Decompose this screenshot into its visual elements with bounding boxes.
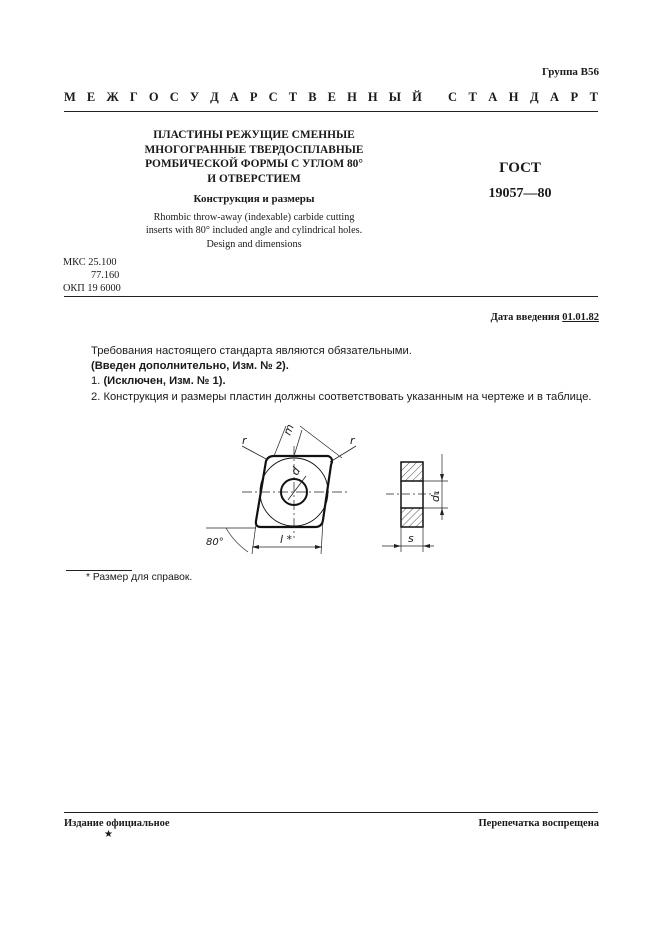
gost-label: ГОСТ [499, 160, 541, 176]
classification-codes [63, 256, 121, 295]
m-leader [300, 426, 342, 458]
banner-letter: А [488, 90, 498, 104]
banner-letter: Е [327, 90, 336, 104]
body-line-item-2: 2. Конструкция и размеры пластин должны соответствовать указанным на чертеже и в таблице. [91, 390, 592, 403]
effective-date [491, 312, 599, 323]
label-l: l * [280, 533, 293, 546]
banner-letter: С [448, 90, 458, 104]
l-extension-left [252, 524, 256, 554]
l-arrow-right [315, 545, 322, 549]
okp-code: ОКП 19 6000 [63, 283, 121, 294]
item-number: 1. [91, 375, 104, 388]
banner-letter: Н [367, 90, 378, 104]
english-title-line: Rhombic throw-away (indexable) carbide cutting [153, 212, 355, 223]
banner-letter: Ы [388, 90, 402, 104]
banner-letter: Ж [106, 90, 119, 104]
document-subtitle: Конструкция и размеры [193, 193, 315, 205]
english-title [120, 211, 388, 251]
banner-letter: Т [468, 90, 477, 104]
banner-letter: Е [86, 90, 96, 104]
banner-letter: Н [347, 90, 357, 104]
banner-letter: Д [210, 90, 219, 104]
title-line: МНОГОГРАННЫЕ ТВЕРДОСПЛАВНЫЕ [144, 143, 364, 156]
banner-word-standard [448, 90, 598, 105]
banner-word-interstate [64, 90, 422, 105]
footnote-rule [66, 570, 132, 571]
banner-letter: О [148, 90, 159, 104]
group-code: Группа В56 [541, 66, 599, 78]
banner-letter: Р [249, 90, 258, 104]
footnote: * Размер для справок. [86, 572, 193, 583]
banner-letter: А [229, 90, 239, 104]
body-line: Требования настоящего стандарта являются обязательными. [91, 345, 412, 357]
item-excluded-note: (Исключен, Изм. № 1). [103, 375, 226, 388]
document-title [120, 128, 388, 186]
banner-letter: Т [288, 90, 298, 104]
banner-letter: Н [508, 90, 519, 104]
angle-arc [226, 528, 248, 552]
standard-banner [64, 90, 598, 105]
body-line-item-1 [91, 374, 611, 389]
label-m: m [280, 422, 297, 438]
body-line-amendment [91, 359, 611, 374]
radius-leader-right [330, 446, 356, 462]
d1-arrow-top [440, 474, 444, 481]
middle-rule [64, 296, 598, 297]
section-upper [401, 462, 423, 481]
s-arrow-right [423, 544, 430, 548]
section-lower [401, 508, 423, 527]
title-line: РОМБИЧЕСКОЙ ФОРМЫ С УГЛОМ 80° [145, 158, 363, 170]
official-edition: Издание официальное [64, 818, 170, 829]
english-title-line: inserts with 80° included angle and cylindrical holes. [145, 225, 363, 237]
banner-letter: У [189, 90, 199, 104]
effective-date-label: Дата введения [490, 312, 560, 323]
banner-letter: Й [412, 90, 422, 104]
radius-leader-left [242, 446, 268, 460]
banner-letter: М [64, 90, 76, 104]
title-line: И ОТВЕРСТИЕМ [207, 172, 301, 185]
label-r-right: r [350, 434, 355, 447]
label-d: d [288, 464, 304, 478]
banner-letter: С [169, 90, 179, 104]
mks-code-secondary: 77.160 [91, 270, 120, 281]
banner-letter: Т [589, 90, 598, 104]
s-arrow-left [394, 544, 401, 548]
effective-date-value: 01.01.82 [562, 312, 599, 323]
banner-letter: С [268, 90, 278, 104]
insert-side-view [382, 454, 448, 552]
star-mark: ★ [104, 829, 113, 840]
english-title-line: Design and dimensions [206, 238, 302, 250]
banner-letter: Д [529, 90, 539, 104]
mks-code: МКС 25.100 [63, 257, 117, 268]
banner-letter: А [550, 90, 560, 104]
label-d1: d₁ [429, 490, 442, 502]
amendment-note: (Введен дополнительно, Изм. № 2). [91, 360, 289, 373]
banner-letter: Р [570, 90, 579, 104]
insert-drawing [190, 420, 480, 560]
gost-number: 19057—80 [488, 186, 552, 201]
top-rule [64, 111, 598, 112]
m-extension-2 [294, 430, 302, 456]
bottom-rule [64, 812, 598, 813]
banner-letter: Г [129, 90, 138, 104]
banner-letter: В [308, 90, 317, 104]
label-angle: 80° [206, 537, 224, 548]
label-r-left: r [242, 434, 247, 447]
title-line: ПЛАСТИНЫ РЕЖУЩИЕ СМЕННЫЕ [153, 129, 355, 141]
body-text [91, 344, 611, 405]
d1-arrow-bottom [440, 508, 444, 515]
reprint-notice: Перепечатка воспрещена [478, 818, 599, 829]
label-s: s [408, 532, 414, 545]
